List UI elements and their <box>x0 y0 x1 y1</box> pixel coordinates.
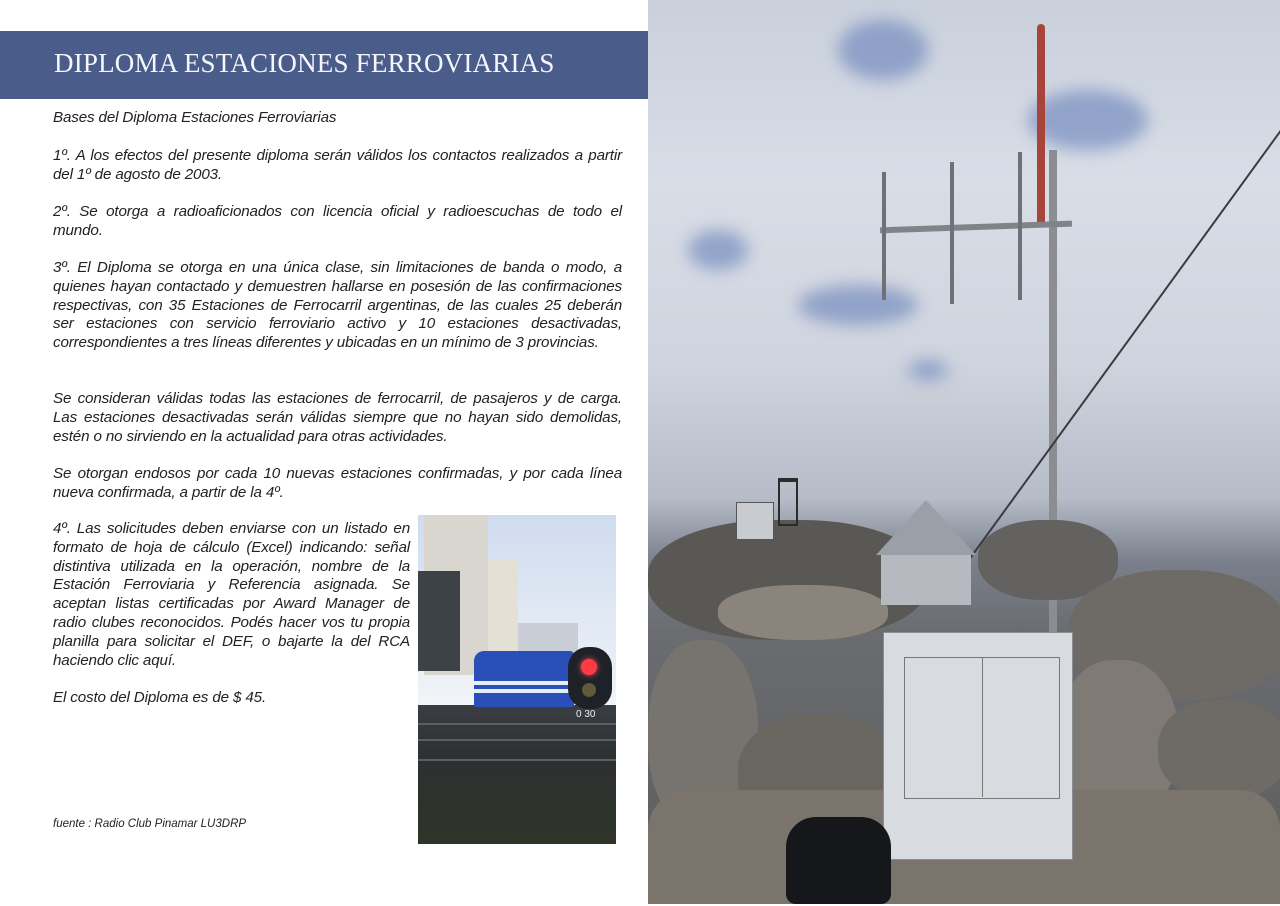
yagi-boom <box>880 221 1072 234</box>
signal-label: 0 30 <box>576 709 596 720</box>
train-photo <box>418 515 616 844</box>
endorsements-paragraph: Se otorgan endosos por cada 10 nuevas estaciones confirmadas, y por cada línea nueva confirmada, a partir de la 4º. <box>53 465 622 501</box>
rule-4-end: . <box>171 651 176 669</box>
page-title: DIPLOMA ESTACIONES FERROVIARIAS <box>54 48 555 78</box>
red-light <box>581 659 597 675</box>
vertical-antenna <box>1037 24 1045 224</box>
guy-wire <box>951 130 1280 584</box>
rule-2: 2º. Se otorga a radioaficionados con licencia oficial y radioescuchas de todo el mundo. <box>53 203 622 239</box>
building <box>418 571 460 671</box>
summit-hut <box>876 500 976 610</box>
lookout-tower <box>778 478 798 526</box>
subtitle: Bases del Diploma Estaciones Ferroviarias <box>53 109 337 126</box>
rule-4 <box>53 520 410 670</box>
sign-board <box>736 502 774 540</box>
rule-1: 1º. A los efectos del presente diploma serán válidos los contactos realizados a partir del 1º de agosto de 2003. <box>53 147 622 183</box>
source-credit: fuente : Radio Club Pinamar LU3DRP <box>53 818 247 830</box>
rule-4-text: 4º. Las solicitudes deben enviarse con un listado en formato de hoja de cálculo (Excel) indicando: señal distintiva utilizada en la operación, nombre de la Estación Ferroviaria y Referencia asignada. Se aceptan listas certificadas por Award Manager de radio clubes reconocidos. Podés hacer vos tu propia planilla para solicitar el DEF, o bajarte la del RCA haciendo <box>53 520 410 669</box>
validity-paragraph: Se consideran válidas todas las estaciones de ferrocarril, de pasajeros y de carga. Las estaciones desactivadas serán válidas siempre que no hayan sido demolidas, estén o no sirviendo en la actualidad para otras actividades. <box>53 390 622 445</box>
cost-text: El costo del Diploma es de $ 45. <box>53 689 267 706</box>
tracks-ground <box>418 705 616 844</box>
antenna-photo <box>648 0 1280 904</box>
backpack <box>786 817 891 904</box>
yagi-element <box>950 162 954 304</box>
amber-light <box>582 683 596 697</box>
railway-signal-icon <box>568 647 612 709</box>
yagi-element <box>1018 152 1022 300</box>
download-form-link[interactable]: clic aquí <box>117 651 172 669</box>
equipment-cabinet <box>883 632 1073 860</box>
train <box>474 651 574 707</box>
rule-3: 3º. El Diploma se otorga en una única clase, sin limitaciones de banda o modo, a quienes hayan contactado y demuestren hallarse en posesión de las confirmaciones respectivas, con 35 Estaciones de Ferrocarril argentinas, de las cuales 25 deberán ser estaciones con servicio ferroviario activo y 10 estaciones desactivadas, correspondientes a tres líneas diferentes y ubicadas en un mínimo de 3 provincias. <box>53 259 622 352</box>
yagi-element <box>882 172 886 300</box>
